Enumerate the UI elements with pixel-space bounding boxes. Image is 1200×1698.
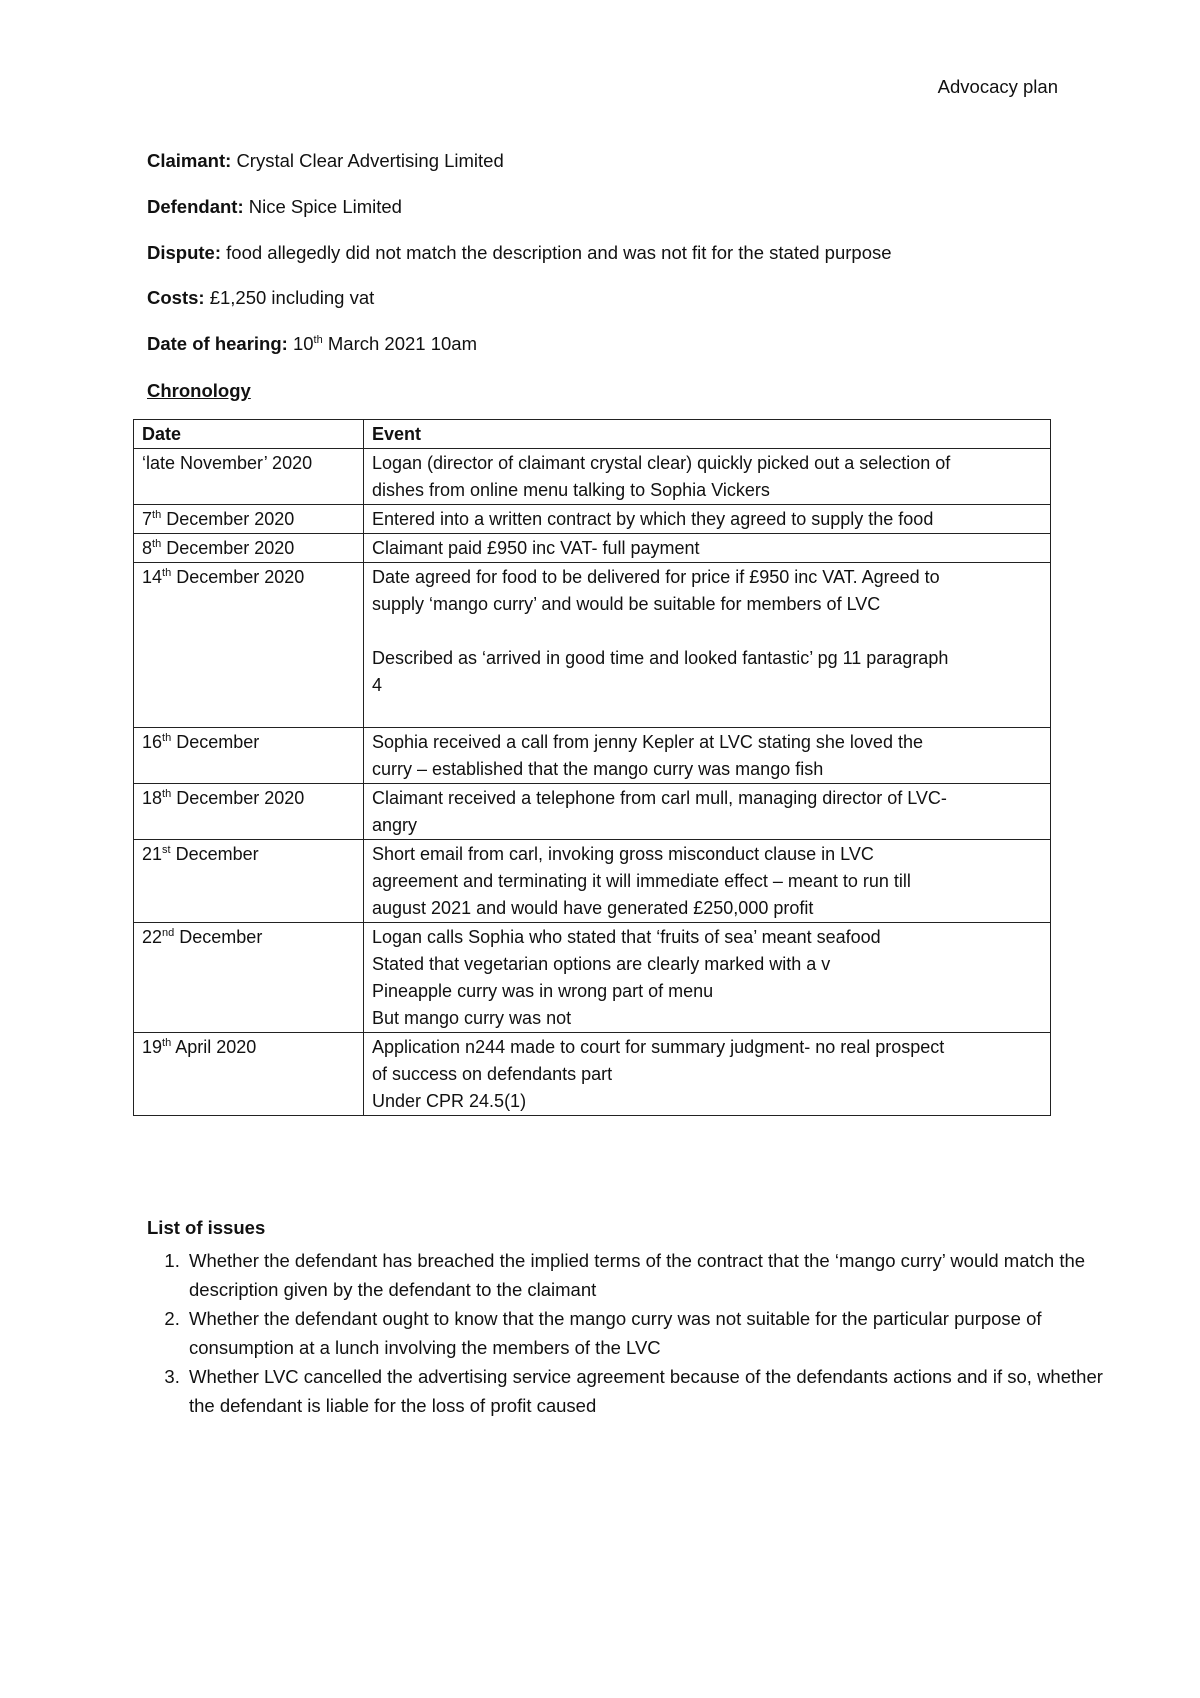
event-cell	[364, 840, 1051, 923]
chronology-row	[134, 563, 1051, 728]
date-suffix: th	[162, 567, 172, 579]
event-line: supply ‘mango curry’ and would be suitable for members of LVC	[372, 594, 881, 614]
event-line: Entered into a written contract by which they agreed to supply the food	[372, 509, 934, 529]
event-line: Short email from carl, invoking gross misconduct clause in LVC	[372, 844, 874, 864]
event-cell	[364, 449, 1051, 505]
chronology-row	[134, 534, 1051, 563]
chronology-row	[134, 923, 1051, 1033]
event-cell	[364, 784, 1051, 840]
event-column-header: Event	[364, 420, 1051, 449]
date-cell	[134, 449, 364, 505]
costs-label: Costs:	[147, 287, 205, 308]
event-cell	[364, 923, 1051, 1033]
event-cell	[364, 1033, 1051, 1116]
date-rest: December 2020	[171, 567, 305, 587]
dispute-field	[147, 242, 892, 264]
event-line: Claimant received a telephone from carl mull, managing director of LVC-	[372, 788, 947, 808]
chronology-row	[134, 449, 1051, 505]
event-line: Stated that vegetarian options are clearly marked with a v	[372, 954, 831, 974]
event-cell	[364, 728, 1051, 784]
event-line: Logan calls Sophia who stated that ‘fruits of sea’ meant seafood	[372, 927, 881, 947]
document-header-label: Advocacy plan	[937, 76, 1058, 97]
defendant-field	[147, 196, 402, 218]
date-cell	[134, 728, 364, 784]
chronology-row	[134, 505, 1051, 534]
date-day: 19	[142, 1037, 163, 1057]
date-suffix: th	[162, 788, 172, 800]
date-day: 18	[142, 788, 163, 808]
date-rest: April 2020	[171, 1037, 257, 1057]
date-rest: December 2020	[161, 538, 295, 558]
date-day: 8	[142, 538, 153, 558]
date-suffix: nd	[162, 927, 175, 939]
event-line: 4	[372, 675, 383, 695]
date-day: 22	[142, 927, 163, 947]
issues-list	[147, 1246, 1105, 1420]
claimant-value: Crystal Clear Advertising Limited	[236, 150, 504, 171]
hearing-date-rest: March 2021 10am	[327, 333, 477, 354]
event-line: Described as ‘arrived in good time and looked fantastic’ pg 11 paragraph	[372, 648, 949, 668]
chronology-table	[133, 419, 1051, 1116]
defendant-label: Defendant:	[147, 196, 244, 217]
chronology-row	[134, 784, 1051, 840]
event-line: curry – established that the mango curry was mango fish	[372, 759, 824, 779]
date-suffix: st	[162, 844, 171, 856]
date-cell	[134, 563, 364, 728]
chronology-row	[134, 728, 1051, 784]
date-rest: December 2020	[171, 788, 305, 808]
date-suffix: th	[162, 1037, 172, 1049]
date-cell	[134, 784, 364, 840]
date-rest: December	[174, 927, 263, 947]
date-rest: December 2020	[161, 509, 295, 529]
event-line: Date agreed for food to be delivered for price if £950 inc VAT. Agreed to	[372, 567, 940, 587]
event-line: dishes from online menu talking to Sophia Vickers	[372, 480, 770, 500]
chronology-header-row	[134, 420, 1051, 449]
date-cell	[134, 1033, 364, 1116]
event-line: Pineapple curry was in wrong part of menu	[372, 981, 714, 1001]
event-cell	[364, 534, 1051, 563]
event-line: angry	[372, 815, 418, 835]
event-line: Sophia received a call from jenny Kepler at LVC stating she loved the	[372, 732, 923, 752]
event-line: of success on defendants part	[372, 1064, 613, 1084]
date-column-header: Date	[134, 420, 364, 449]
date-cell	[134, 840, 364, 923]
hearing-day: 10	[292, 333, 314, 354]
hearing-date-field	[147, 333, 477, 355]
defendant-value: Nice Spice Limited	[248, 196, 402, 217]
event-line: august 2021 and would have generated £250,000 profit	[372, 898, 814, 918]
event-line: Claimant paid £950 inc VAT- full payment	[372, 538, 700, 558]
event-line: But mango curry was not	[372, 1008, 572, 1028]
issue-item: 2. Whether the defendant ought to know that the mango curry was not suitable for the particular purpose of consumption at a lunch involving the members of the LVC	[185, 1304, 1105, 1362]
chronology-title: Chronology	[147, 380, 251, 401]
date-text: ‘late November’ 2020	[142, 453, 313, 473]
costs-value: £1,250 including vat	[209, 287, 375, 308]
chronology-row	[134, 840, 1051, 923]
claimant-label: Claimant:	[147, 150, 232, 171]
date-cell	[134, 534, 364, 563]
event-line: Logan (director of claimant crystal clear) quickly picked out a selection of	[372, 453, 951, 473]
date-rest: December	[170, 844, 259, 864]
event-line: Under CPR 24.5(1)	[372, 1091, 527, 1111]
date-day: 21	[142, 844, 163, 864]
costs-field	[147, 287, 374, 309]
date-rest: December	[171, 732, 260, 752]
event-cell	[364, 563, 1051, 728]
event-line: Application n244 made to court for summary judgment- no real prospect	[372, 1037, 945, 1057]
date-suffix: th	[152, 538, 162, 550]
date-day: 14	[142, 567, 163, 587]
dispute-value: food allegedly did not match the description and was not fit for the stated purpose	[226, 242, 892, 263]
date-suffix: th	[162, 732, 172, 744]
hearing-date-label: Date of hearing:	[147, 333, 288, 354]
date-cell	[134, 505, 364, 534]
dispute-label: Dispute:	[147, 242, 221, 263]
date-day: 16	[142, 732, 163, 752]
claimant-field	[147, 150, 504, 172]
date-cell	[134, 923, 364, 1033]
event-cell	[364, 505, 1051, 534]
event-line: agreement and terminating it will immediate effect – meant to run till	[372, 871, 911, 891]
date-suffix: th	[152, 509, 162, 521]
issue-item: 1. Whether the defendant has breached the implied terms of the contract that the ‘mango curry’ would match the description given by the defendant to the claimant	[185, 1246, 1105, 1304]
event-line-gap	[372, 618, 1042, 645]
issue-item: 3. Whether LVC cancelled the advertising service agreement because of the defendants actions and if so, whether the defendant is liable for the loss of profit caused	[185, 1362, 1105, 1420]
chronology-row	[134, 1033, 1051, 1116]
date-day: 7	[142, 509, 153, 529]
hearing-day-suffix: th	[313, 333, 323, 346]
issues-title: List of issues	[147, 1217, 266, 1238]
